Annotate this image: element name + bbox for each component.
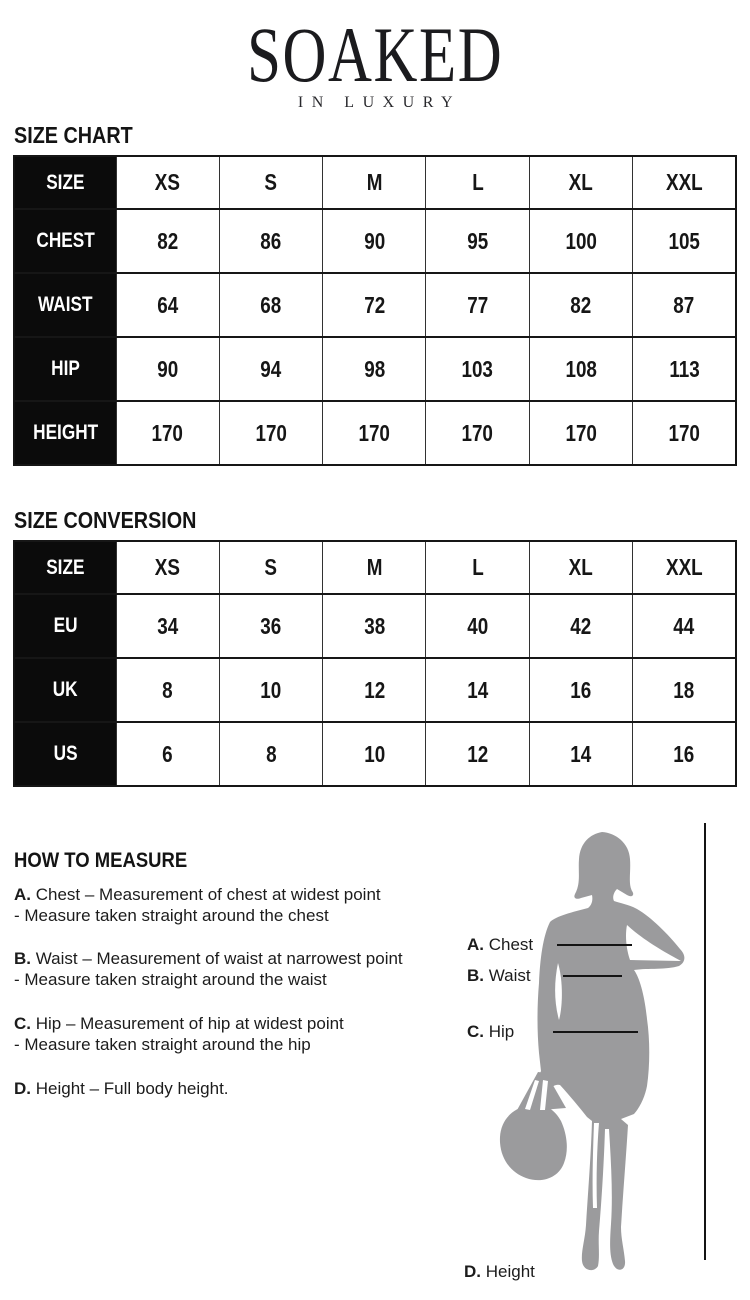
value-cell: 94	[219, 337, 322, 401]
measure-item-hip	[14, 1013, 444, 1055]
size-conversion-header-row	[14, 541, 736, 594]
value-cell: 82	[529, 273, 632, 337]
value-cell: 14	[529, 722, 632, 786]
us-row	[14, 722, 736, 786]
row-label-cell: EU	[14, 594, 116, 658]
value-cell: 82	[116, 209, 219, 273]
value-cell: 170	[633, 401, 736, 465]
value-cell: 68	[219, 273, 322, 337]
figure-label-waist: B. Waist	[467, 966, 531, 985]
value-cell: 90	[323, 209, 426, 273]
value-cell: 14	[426, 658, 529, 722]
value-cell: 90	[116, 337, 219, 401]
value-cell: 10	[323, 722, 426, 786]
value-cell: 16	[633, 722, 736, 786]
silhouette-body	[533, 832, 684, 1270]
size-conversion-title: SIZE CONVERSION	[14, 507, 197, 533]
value-cell: 86	[219, 209, 322, 273]
value-cell: 12	[323, 658, 426, 722]
hip-row	[14, 337, 736, 401]
value-cell: 42	[529, 594, 632, 658]
figure-label-chest: A. Chest	[467, 935, 534, 954]
value-cell: 16	[529, 658, 632, 722]
col-header-cell: S	[219, 541, 322, 594]
row-label-cell: US	[14, 722, 116, 786]
value-cell: 8	[219, 722, 322, 786]
brand-header	[0, 11, 750, 112]
measure-item-line2: - Measure taken straight around the hip	[14, 1035, 311, 1054]
corner-label-cell: SIZE	[14, 156, 116, 209]
measure-item-line1: B. Waist – Measurement of waist at narrowest point	[14, 949, 403, 968]
row-label-cell: UK	[14, 658, 116, 722]
value-cell: 44	[633, 594, 736, 658]
measure-item-line2: - Measure taken straight around the chest	[14, 906, 329, 925]
brand-logo: SOAKED	[246, 11, 504, 98]
value-cell: 170	[426, 401, 529, 465]
value-cell: 100	[529, 209, 632, 273]
value-cell: 170	[323, 401, 426, 465]
silhouette-handbag	[500, 1104, 567, 1180]
value-cell: 6	[116, 722, 219, 786]
value-cell: 40	[426, 594, 529, 658]
measure-item-waist	[14, 948, 444, 990]
value-cell: 36	[219, 594, 322, 658]
female-silhouette	[440, 820, 750, 1300]
value-cell: 34	[116, 594, 219, 658]
col-header-cell: XS	[116, 156, 219, 209]
row-label-cell: CHEST	[14, 209, 116, 273]
measure-item-height	[14, 1078, 444, 1099]
value-cell: 38	[323, 594, 426, 658]
value-cell: 12	[426, 722, 529, 786]
measure-item-line2: - Measure taken straight around the waist	[14, 970, 327, 989]
col-header-cell: XS	[116, 541, 219, 594]
brand-tagline: IN LUXURY	[297, 94, 462, 111]
measure-item-line1: D. Height – Full body height.	[14, 1079, 229, 1098]
corner-label-cell: SIZE	[14, 541, 116, 594]
value-cell: 10	[219, 658, 322, 722]
size-conversion-table	[13, 540, 737, 787]
eu-row	[14, 594, 736, 658]
value-cell: 18	[633, 658, 736, 722]
row-label-cell: HIP	[14, 337, 116, 401]
size-chart-header-row	[14, 156, 736, 209]
value-cell: 108	[529, 337, 632, 401]
chest-row	[14, 209, 736, 273]
measure-item-chest	[14, 884, 444, 926]
uk-row	[14, 658, 736, 722]
value-cell: 113	[633, 337, 736, 401]
measurement-figure	[440, 820, 750, 1300]
value-cell: 170	[219, 401, 322, 465]
how-to-measure-title: HOW TO MEASURE	[14, 849, 188, 872]
col-header-cell: L	[426, 541, 529, 594]
height-row	[14, 401, 736, 465]
size-chart-table	[13, 155, 737, 466]
size-chart-title: SIZE CHART	[14, 122, 133, 148]
row-label-cell: HEIGHT	[14, 401, 116, 465]
figure-label-height: D. Height	[464, 1262, 535, 1281]
col-header-cell: S	[219, 156, 322, 209]
col-header-cell: XL	[529, 541, 632, 594]
value-cell: 170	[529, 401, 632, 465]
value-cell: 105	[633, 209, 736, 273]
col-header-cell: XXL	[633, 156, 736, 209]
measure-item-line1: A. Chest – Measurement of chest at widest point	[14, 885, 381, 904]
value-cell: 8	[116, 658, 219, 722]
col-header-cell: L	[426, 156, 529, 209]
value-cell: 87	[633, 273, 736, 337]
col-header-cell: XXL	[633, 541, 736, 594]
col-header-cell: XL	[529, 156, 632, 209]
waist-row	[14, 273, 736, 337]
col-header-cell: M	[323, 156, 426, 209]
value-cell: 64	[116, 273, 219, 337]
value-cell: 77	[426, 273, 529, 337]
measure-item-line1: C. Hip – Measurement of hip at widest point	[14, 1014, 344, 1033]
value-cell: 95	[426, 209, 529, 273]
value-cell: 98	[323, 337, 426, 401]
value-cell: 103	[426, 337, 529, 401]
figure-label-hip: C. Hip	[467, 1022, 515, 1041]
value-cell: 72	[323, 273, 426, 337]
value-cell: 170	[116, 401, 219, 465]
col-header-cell: M	[323, 541, 426, 594]
row-label-cell: WAIST	[14, 273, 116, 337]
